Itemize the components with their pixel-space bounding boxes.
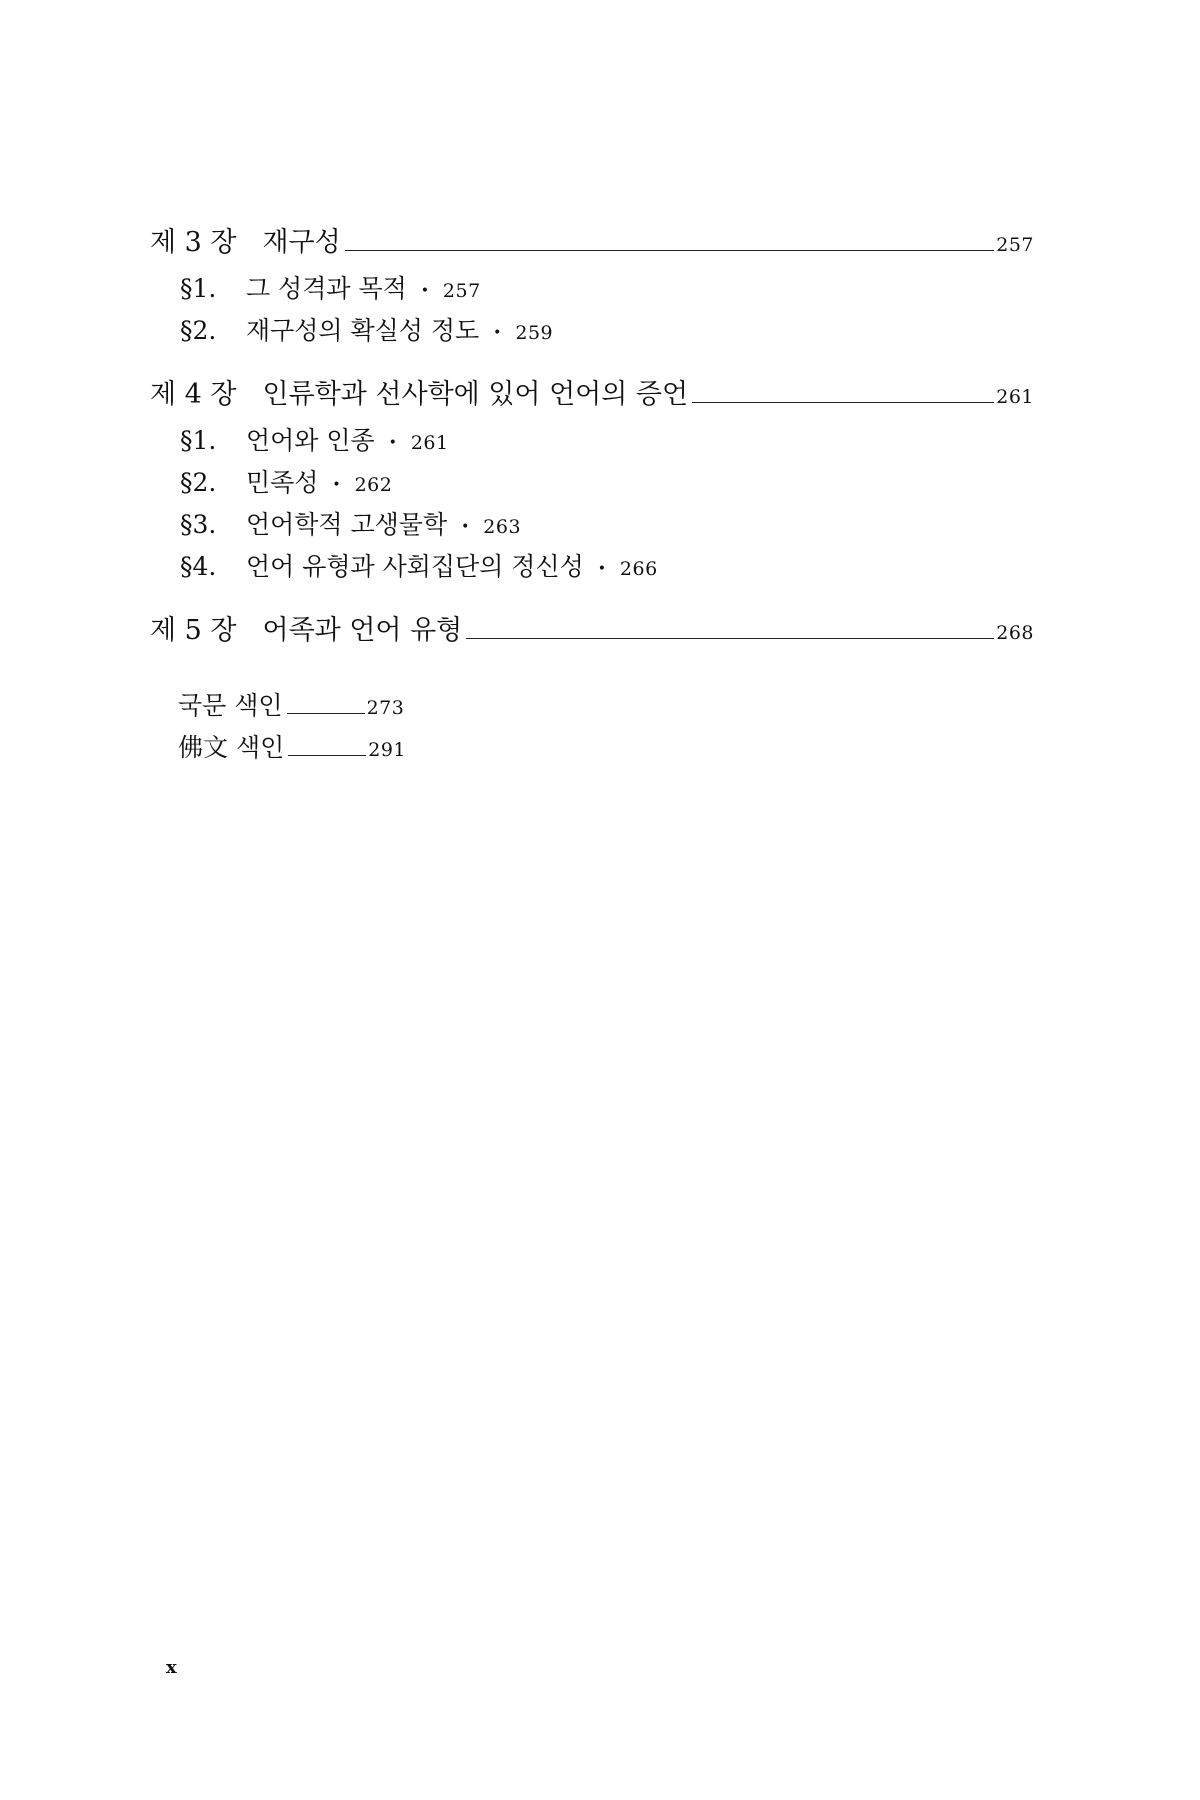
index-entry[interactable] xyxy=(178,686,406,728)
chapter-number: 제 3 장 xyxy=(150,227,237,258)
index-page-number: 291 xyxy=(368,739,407,761)
section-title: 언어학적 고생물학 xyxy=(245,510,448,539)
section-separator: • xyxy=(420,282,429,299)
section-mark: §4. xyxy=(180,552,217,581)
section-separator: • xyxy=(388,434,397,451)
dot-leader-line xyxy=(288,755,366,756)
section-mark: §3. xyxy=(180,510,217,539)
chapter-number: 제 5 장 xyxy=(150,615,237,646)
chapter-3 xyxy=(150,226,1034,352)
chapter-title: 인류학과 선사학에 있어 언어의 증언 xyxy=(262,379,689,410)
chapter-number: 제 4 장 xyxy=(150,379,237,410)
chapter-4 xyxy=(150,378,1034,588)
section-page-number: 262 xyxy=(354,474,393,496)
section-page-number: 263 xyxy=(483,516,522,538)
dot-leader-line xyxy=(287,713,365,714)
index-page-number: 273 xyxy=(366,697,405,719)
section-title: 언어 유형과 사회집단의 정신성 xyxy=(245,552,584,581)
section-list xyxy=(180,268,1034,352)
section-title: 재구성의 확실성 정도 xyxy=(245,316,480,345)
section-entry[interactable] xyxy=(180,268,1034,310)
section-title: 언어와 인종 xyxy=(245,426,375,455)
chapter-page-number: 268 xyxy=(996,622,1034,644)
index-title: 佛文 색인 xyxy=(178,733,285,762)
chapter-page-number: 257 xyxy=(996,234,1034,256)
section-entry[interactable] xyxy=(180,310,1034,352)
section-mark: §1. xyxy=(180,274,217,303)
chapter-5 xyxy=(150,614,1034,654)
chapter-heading[interactable] xyxy=(150,378,1034,418)
section-page-number: 259 xyxy=(515,322,554,344)
section-mark: §2. xyxy=(180,316,217,345)
section-entry[interactable] xyxy=(180,504,1034,546)
section-title: 그 성격과 목적 xyxy=(245,274,407,303)
index-entry[interactable] xyxy=(178,728,406,770)
index-list xyxy=(178,686,406,770)
chapter-title: 재구성 xyxy=(262,227,341,258)
index-title: 국문 색인 xyxy=(178,691,283,720)
section-mark: §2. xyxy=(180,468,217,497)
section-list xyxy=(180,420,1034,588)
section-separator: • xyxy=(332,476,341,493)
section-mark: §1. xyxy=(180,426,217,455)
section-entry[interactable] xyxy=(180,462,1034,504)
table-of-contents xyxy=(150,226,1034,680)
section-entry[interactable] xyxy=(180,546,1034,588)
section-separator: • xyxy=(493,324,502,341)
dot-leader-line xyxy=(345,250,994,251)
chapter-page-number: 261 xyxy=(996,386,1034,408)
folio-page-number: x xyxy=(166,1657,177,1678)
section-separator: • xyxy=(597,560,606,577)
dot-leader-line xyxy=(692,402,994,403)
section-separator: • xyxy=(461,518,470,535)
section-page-number: 266 xyxy=(619,558,658,580)
section-page-number: 257 xyxy=(442,280,481,302)
section-page-number: 261 xyxy=(410,432,449,454)
chapter-title: 어족과 언어 유형 xyxy=(262,615,463,646)
section-entry[interactable] xyxy=(180,420,1034,462)
section-title: 민족성 xyxy=(245,468,319,497)
dot-leader-line xyxy=(466,638,994,639)
chapter-heading[interactable] xyxy=(150,614,1034,654)
chapter-heading[interactable] xyxy=(150,226,1034,266)
